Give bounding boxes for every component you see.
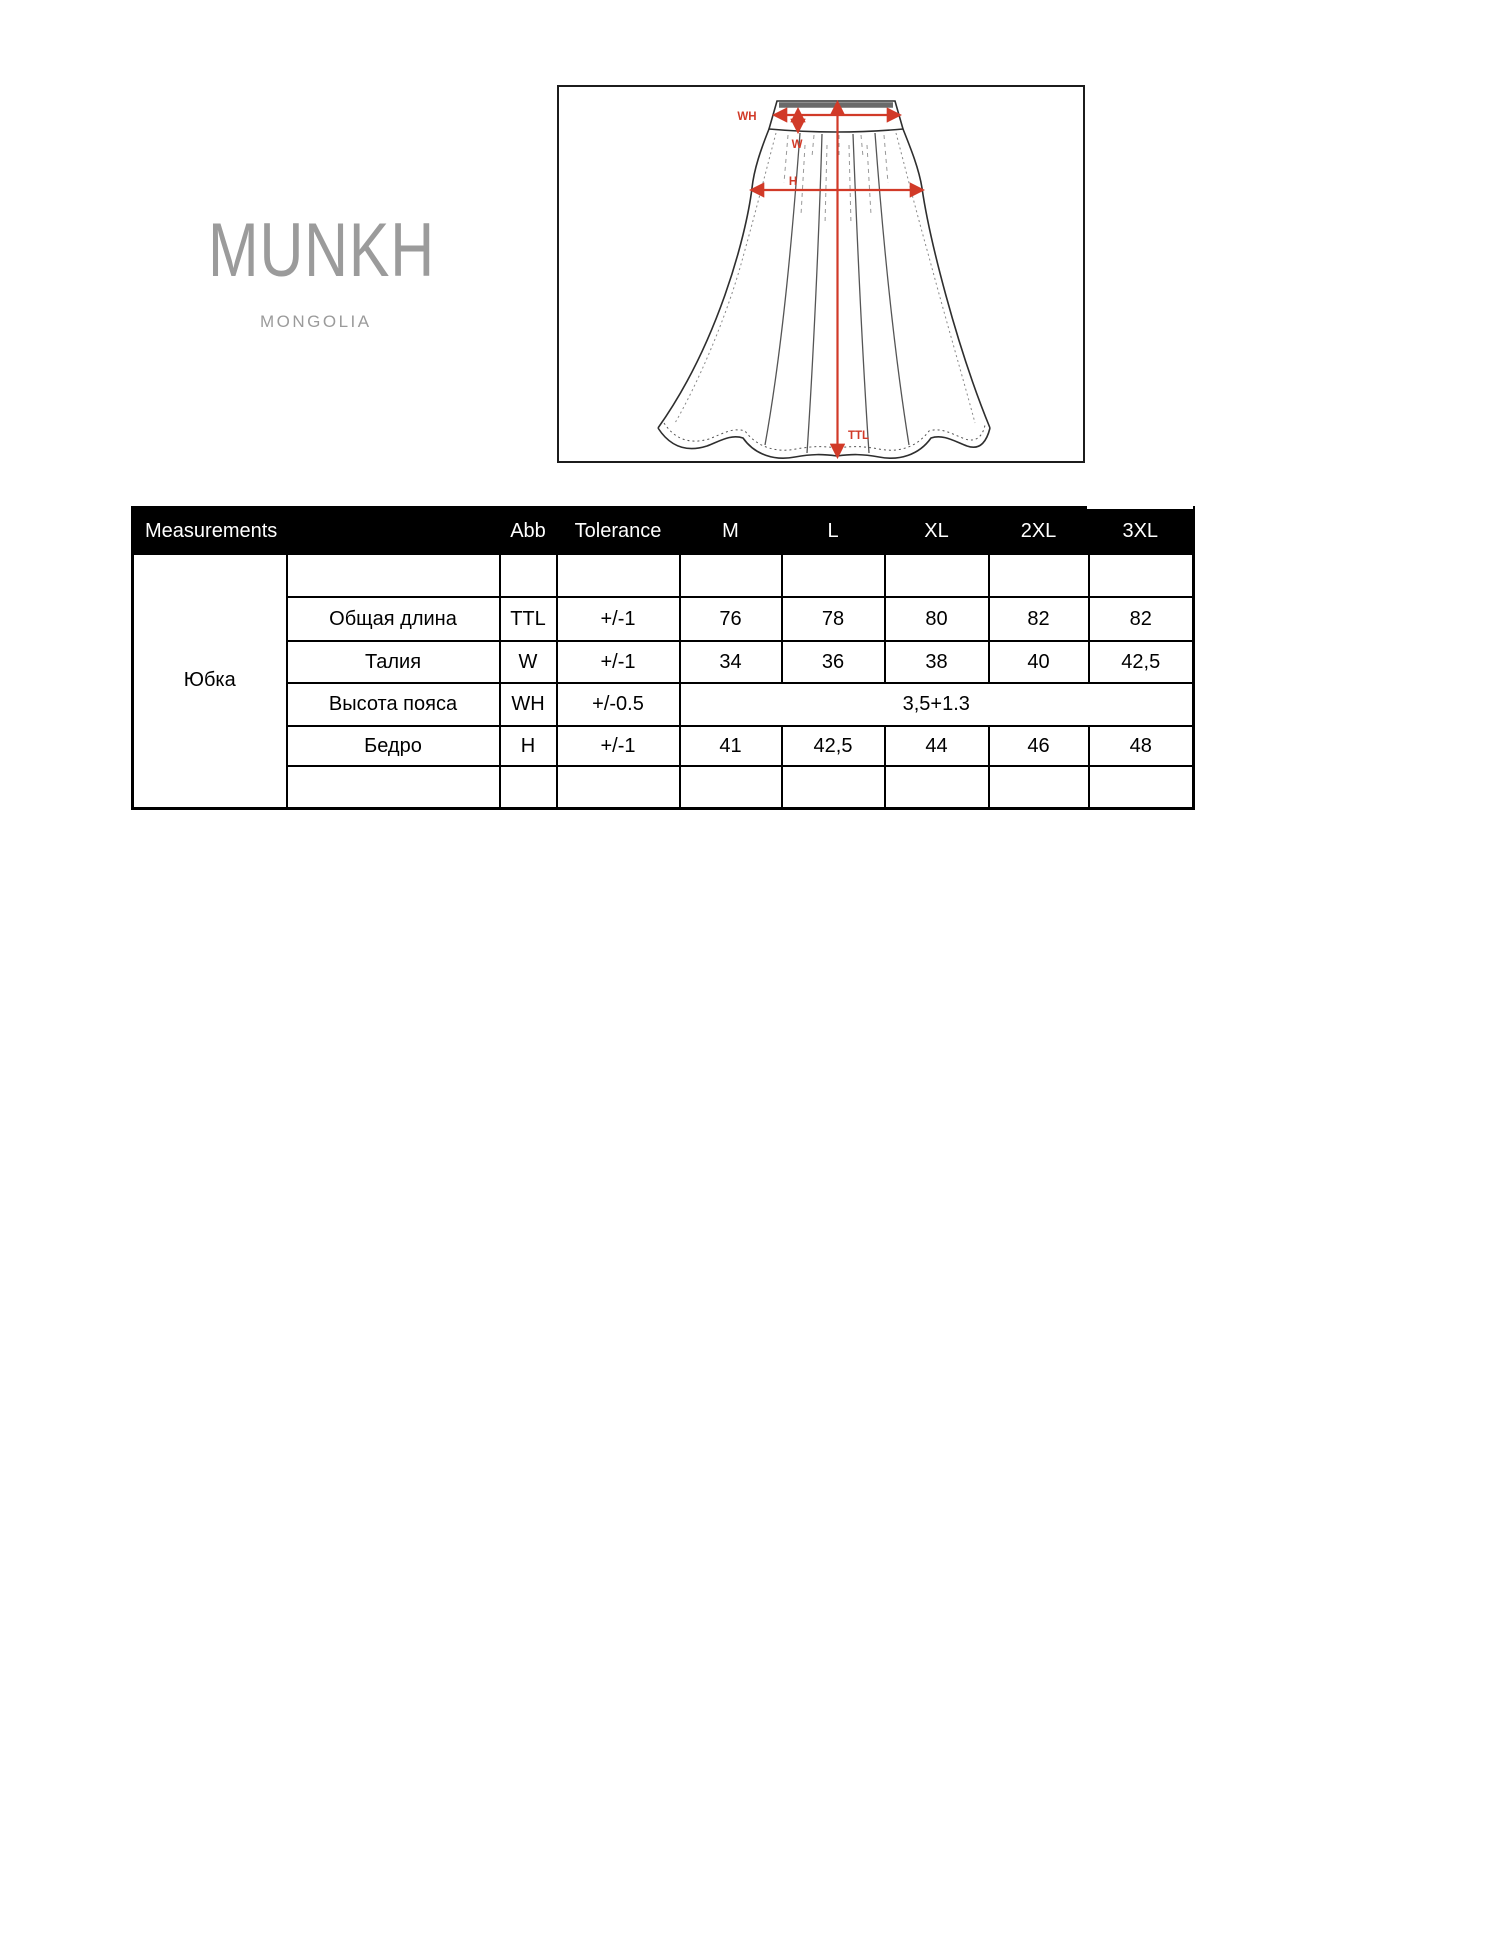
value-cell: 82 bbox=[1089, 597, 1194, 641]
value-cell: 40 bbox=[989, 641, 1089, 683]
value-cell: 42,5 bbox=[782, 726, 885, 766]
value-cell: 41 bbox=[680, 726, 782, 766]
value-cell: 80 bbox=[885, 597, 989, 641]
skirt-diagram-box bbox=[557, 85, 1085, 463]
skirt-outline bbox=[658, 129, 990, 458]
table-row bbox=[133, 726, 1194, 766]
value-cell bbox=[1089, 766, 1194, 808]
tolerance-cell bbox=[557, 766, 680, 808]
h-label: H bbox=[788, 176, 798, 188]
tolerance-cell: +/-1 bbox=[557, 641, 680, 683]
value-cell bbox=[782, 766, 885, 808]
header-size-3xl: 3XL bbox=[1089, 508, 1194, 555]
abb-cell: W bbox=[500, 641, 557, 683]
measurement-name-cell: Высота пояса bbox=[287, 683, 500, 726]
edge-stitch-lines bbox=[675, 133, 975, 423]
header-size-2xl: 2XL bbox=[989, 508, 1089, 555]
header-size-l: L bbox=[782, 508, 885, 555]
merged-value-cell: 3,5+1.3 bbox=[680, 683, 1194, 726]
value-cell bbox=[989, 554, 1089, 597]
value-cell bbox=[1089, 554, 1194, 597]
measurement-annotations bbox=[752, 103, 922, 456]
value-cell: 36 bbox=[782, 641, 885, 683]
table-row bbox=[133, 597, 1194, 641]
value-cell: 38 bbox=[885, 641, 989, 683]
w-label: W bbox=[791, 139, 803, 151]
header-step-notch bbox=[1087, 503, 1193, 509]
value-cell: 34 bbox=[680, 641, 782, 683]
abb-cell bbox=[500, 554, 557, 597]
skirt-drawing bbox=[559, 87, 1083, 461]
table-row bbox=[133, 554, 1194, 597]
value-cell bbox=[680, 766, 782, 808]
tolerance-cell bbox=[557, 554, 680, 597]
abb-cell bbox=[500, 766, 557, 808]
abb-cell: TTL bbox=[500, 597, 557, 641]
value-cell: 46 bbox=[989, 726, 1089, 766]
measurement-name-cell: Бедро bbox=[287, 726, 500, 766]
tolerance-cell: +/-1 bbox=[557, 726, 680, 766]
value-cell: 82 bbox=[989, 597, 1089, 641]
table-row bbox=[133, 683, 1194, 726]
header-size-xl: XL bbox=[885, 508, 989, 555]
tolerance-cell: +/-1 bbox=[557, 597, 680, 641]
group-label-cell: Юбка bbox=[133, 554, 287, 808]
measurements-table bbox=[131, 506, 1195, 810]
measurement-name-cell bbox=[287, 766, 500, 808]
header-abb: Abb bbox=[500, 508, 557, 555]
value-cell bbox=[782, 554, 885, 597]
table-row bbox=[133, 766, 1194, 808]
wh-label: WH bbox=[737, 111, 757, 123]
value-cell: 42,5 bbox=[1089, 641, 1194, 683]
table-header-row bbox=[133, 508, 1194, 555]
waistband bbox=[769, 101, 903, 132]
brand-logo bbox=[208, 208, 492, 332]
value-cell bbox=[680, 554, 782, 597]
header-measurements: Measurements bbox=[133, 508, 500, 555]
value-cell: 48 bbox=[1089, 726, 1194, 766]
value-cell: 78 bbox=[782, 597, 885, 641]
tolerance-cell: +/-0.5 bbox=[557, 683, 680, 726]
value-cell: 76 bbox=[680, 597, 782, 641]
value-cell bbox=[885, 766, 989, 808]
ttl-label: TTL bbox=[848, 430, 870, 442]
abb-cell: H bbox=[500, 726, 557, 766]
header-size-m: M bbox=[680, 508, 782, 555]
brand-name: MUNKH bbox=[208, 208, 435, 293]
value-cell bbox=[989, 766, 1089, 808]
measurement-name-cell bbox=[287, 554, 500, 597]
measurement-name-cell: Общая длина bbox=[287, 597, 500, 641]
measurement-name-cell: Талия bbox=[287, 641, 500, 683]
value-cell bbox=[885, 554, 989, 597]
value-cell: 44 bbox=[885, 726, 989, 766]
table-row bbox=[133, 641, 1194, 683]
abb-cell: WH bbox=[500, 683, 557, 726]
header-tolerance: Tolerance bbox=[557, 508, 680, 555]
brand-subtitle: MONGOLIA bbox=[260, 312, 372, 331]
